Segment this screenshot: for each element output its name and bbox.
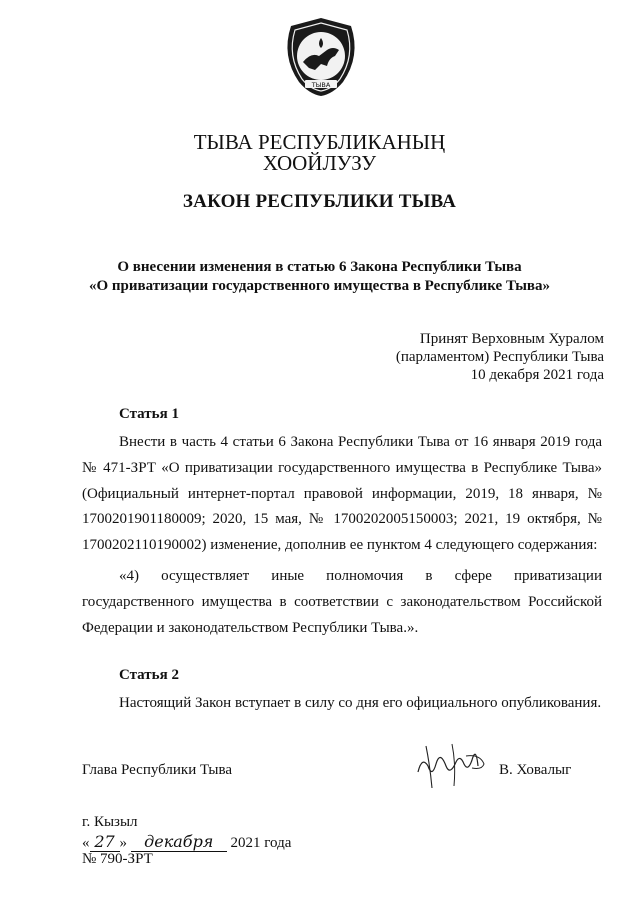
law-word-tyvan: ХООЙЛУЗУ <box>262 151 377 175</box>
republic-name-tyvan: ТЫВА РЕСПУБЛИКАНЫҢ <box>193 130 446 154</box>
adoption-line-1: Принят Верховным Хуралом <box>419 331 604 347</box>
date-year: 2021 года <box>230 835 292 851</box>
signatory-position: Глава Республики Тыва <box>82 762 233 778</box>
adoption-date: 10 декабря 2021 года <box>470 367 604 383</box>
handwritten-signature-icon <box>412 736 490 794</box>
emblem-label: ТЫВА <box>311 81 331 89</box>
date-month-handwritten: декабря <box>131 832 227 852</box>
article-2-heading: Статья 2 <box>119 667 179 683</box>
signing-date <box>82 832 291 852</box>
date-close-quote: » <box>119 835 127 851</box>
emblem-of-tyva-icon <box>281 16 361 98</box>
registration-number: № 790-ЗРТ <box>82 851 153 867</box>
date-open-quote: « <box>82 835 90 851</box>
subject-line-1: О внесении изменения в статью 6 Закона Республики Тыва <box>117 259 522 275</box>
subject-line-2: «О приватизации государственного имущества в Республике Тыва» <box>88 278 551 294</box>
document-title: ЗАКОН РЕСПУБЛИКИ ТЫВА <box>182 191 457 212</box>
place-of-signing: г. Кызыл <box>82 814 138 830</box>
article-1-paragraph-2: «4) осуществляет иные полномочия в сфере приватизации государственного имущества в соответствии с законодательством Российской Федерации и законодательством Республики Тыва.». <box>82 568 602 636</box>
article-2-paragraph-1: Настоящий Закон вступает в силу со дня его официального опубликования. <box>119 695 602 711</box>
date-day-handwritten: 27 <box>90 832 120 852</box>
article-1-paragraph-1: Внести в часть 4 статьи 6 Закона Республики Тыва от 16 января 2019 года № 471-ЗРТ «О приватизации государственного имущества в Республике Тыва» (Официальный интернет-портал правовой информации, 2019, 18 января, № 1700201901180009; 2020, 15 мая, № 1700202005150003; 2021, 19 октября, № 1700202110190002) изменение, дополнив ее пунктом 4 следующего содержания: <box>82 434 602 554</box>
signatory-name: В. Ховалыг <box>499 762 572 778</box>
adoption-line-2: (парламентом) Республики Тыва <box>395 349 604 365</box>
article-1-heading: Статья 1 <box>119 406 179 422</box>
